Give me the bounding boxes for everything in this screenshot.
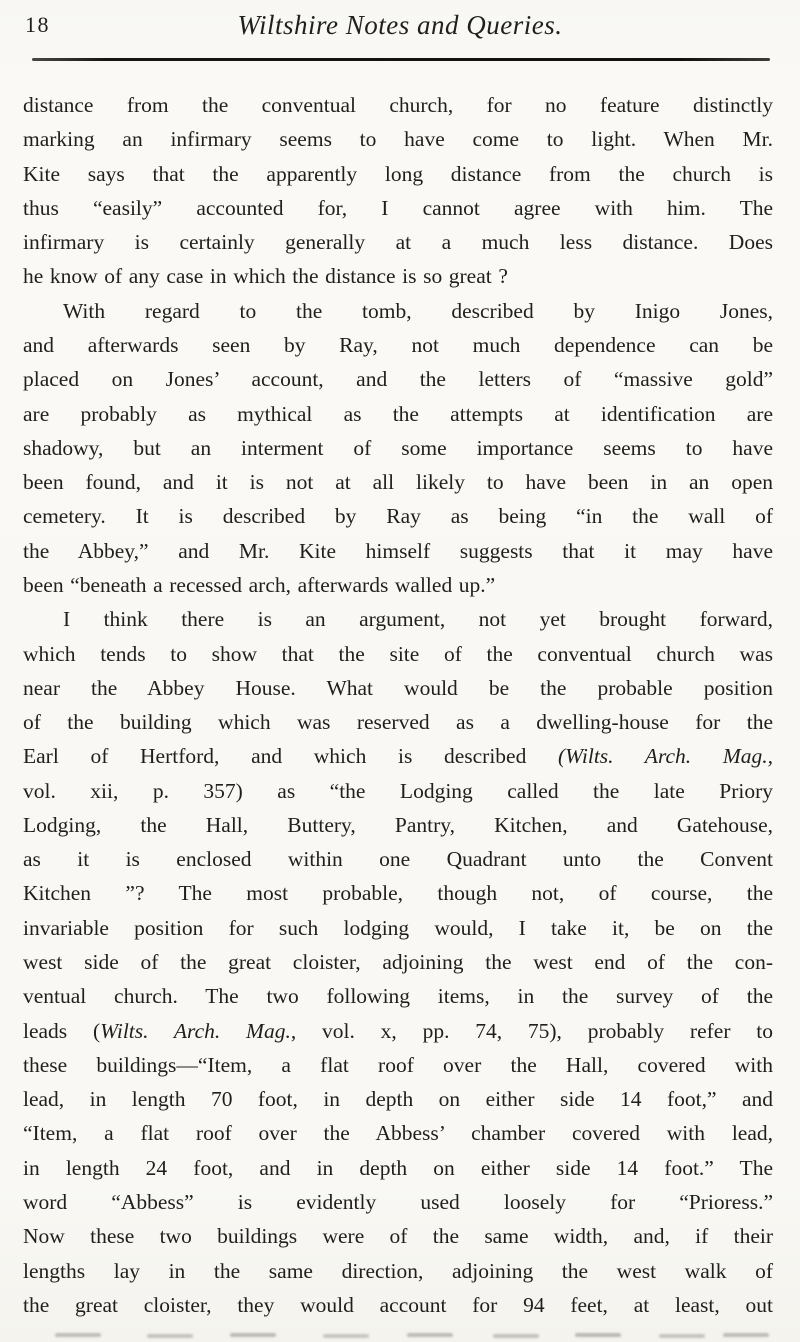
- page-title: Wiltshire Notes and Queries.: [237, 10, 563, 40]
- text-segment: cemetery. It is described by Ray as being “in the wall of: [23, 504, 773, 529]
- citation-italic: Wilts. Arch. Mag.: [100, 1018, 291, 1043]
- text-segment: lengths lay in the same direction, adjoining the west walk of: [23, 1258, 773, 1283]
- text-segment: shadowy, but an interment of some importance seems to have: [23, 435, 773, 460]
- text-line: [23, 122, 773, 156]
- text-line: [23, 602, 773, 636]
- text-segment: of the building which was reserved as a dwelling-house for the: [23, 710, 773, 735]
- text-segment: near the Abbey House. What would be the probable position: [23, 675, 773, 700]
- text-line: [23, 88, 773, 122]
- text-line: [23, 1116, 773, 1150]
- text-line: [23, 328, 773, 362]
- header-rule: [32, 58, 770, 61]
- text-segment: Kitchen ”? The most probable, though not, of course, the: [23, 881, 773, 906]
- text-line: [23, 362, 773, 396]
- text-line: [23, 568, 773, 602]
- text-segment: Kite says that the apparently long distance from the church is: [23, 161, 773, 186]
- page-number: 18: [25, 12, 50, 37]
- text-line: [23, 774, 773, 808]
- text-line: [23, 191, 773, 225]
- scan-artifact: [0, 1326, 800, 1342]
- text-segment: he know of any case in which the distance is so great ?: [23, 264, 508, 289]
- text-line: [23, 876, 773, 910]
- text-segment: as it is enclosed within one Quadrant unto the Convent: [23, 847, 773, 872]
- text-segment: the great cloister, they would account for 94 feet, at least, out: [23, 1292, 773, 1317]
- text-segment: ventual church. The two following items, in the survey of the: [23, 984, 773, 1009]
- paragraph: [23, 294, 773, 603]
- text-line: [23, 431, 773, 465]
- text-line: [23, 294, 773, 328]
- text-segment: which tends to show that the site of the conventual church was: [23, 641, 773, 666]
- text-segment: are probably as mythical as the attempts at identification are: [23, 401, 773, 426]
- text-segment: placed on Jones’ account, and the letters of “massive gold”: [23, 367, 773, 392]
- text-segment: distance from the conventual church, for no feature distinctly: [23, 93, 773, 117]
- text-line: [23, 1219, 773, 1253]
- text-segment: marking an infirmary seems to have come to light. When Mr.: [23, 127, 773, 152]
- text-line: [23, 225, 773, 259]
- text-line: [23, 637, 773, 671]
- text-line: [23, 808, 773, 842]
- text-line: [23, 465, 773, 499]
- text-line: [23, 979, 773, 1013]
- text-segment: and afterwards seen by Ray, not much dependence can be: [23, 332, 773, 357]
- text-line: [23, 911, 773, 945]
- text-line: [23, 1082, 773, 1116]
- text-segment: With regard to the tomb, described by Inigo Jones,: [63, 298, 773, 323]
- text-segment: invariable position for such lodging would, I take it, be on the: [23, 915, 773, 940]
- text-line: [23, 671, 773, 705]
- text-line: [23, 739, 773, 773]
- page-header: [0, 0, 800, 63]
- text-line: [23, 534, 773, 568]
- text-line: [23, 1048, 773, 1082]
- text-line: [23, 259, 773, 293]
- text-segment: been found, and it is not at all likely to have been in an open: [23, 470, 773, 495]
- text-segment: thus “easily” accounted for, I cannot agree with him. The: [23, 195, 773, 220]
- text-line: [23, 499, 773, 533]
- text-segment: word “Abbess” is evidently used loosely for “Prioress.”: [23, 1190, 773, 1214]
- text-line: [23, 1185, 773, 1219]
- text-segment: vol. xii, p. 357) as “the Lodging called the late Priory: [23, 778, 773, 803]
- text-segment: I think there is an argument, not yet brought forward,: [63, 607, 773, 632]
- text-line: [23, 945, 773, 979]
- text-segment: leads (: [23, 1018, 101, 1043]
- text-line: [23, 1151, 773, 1185]
- text-line: [23, 1014, 773, 1048]
- text-line: [23, 1288, 773, 1322]
- text-segment: “Item, a flat roof over the Abbess’ chamber covered with lead,: [23, 1121, 773, 1146]
- text-segment: Earl of Hertford, and which is described: [23, 744, 558, 769]
- text-segment: , vol. x, pp. 74, 75), probably refer to: [290, 1018, 773, 1043]
- text-line: [23, 842, 773, 876]
- text-segment: infirmary is certainly generally at a much less distance. Does: [23, 230, 773, 255]
- text-segment: west side of the great cloister, adjoining the west end of the con-: [23, 950, 773, 975]
- text-segment: been “beneath a recessed arch, afterwards walled up.”: [23, 572, 496, 597]
- text-segment: in length 24 foot, and in depth on either side 14 foot.” The: [23, 1155, 773, 1180]
- text-line: [23, 1254, 773, 1288]
- text-segment: these buildings—“Item, a flat roof over the Hall, covered with: [23, 1052, 773, 1077]
- citation-italic: (Wilts. Arch. Mag.,: [558, 744, 773, 769]
- paragraph: [23, 602, 773, 1322]
- text-segment: lead, in length 70 foot, in depth on either side 14 foot,” and: [23, 1087, 773, 1112]
- text-line: [23, 397, 773, 431]
- text-line: [23, 157, 773, 191]
- paragraph: [23, 88, 773, 294]
- text-segment: Lodging, the Hall, Buttery, Pantry, Kitchen, and Gatehouse,: [23, 812, 773, 837]
- text-line: [23, 705, 773, 739]
- text-segment: the Abbey,” and Mr. Kite himself suggests that it may have: [23, 538, 773, 563]
- text-segment: Now these two buildings were of the same width, and, if their: [23, 1224, 773, 1249]
- page-body: [23, 88, 773, 1322]
